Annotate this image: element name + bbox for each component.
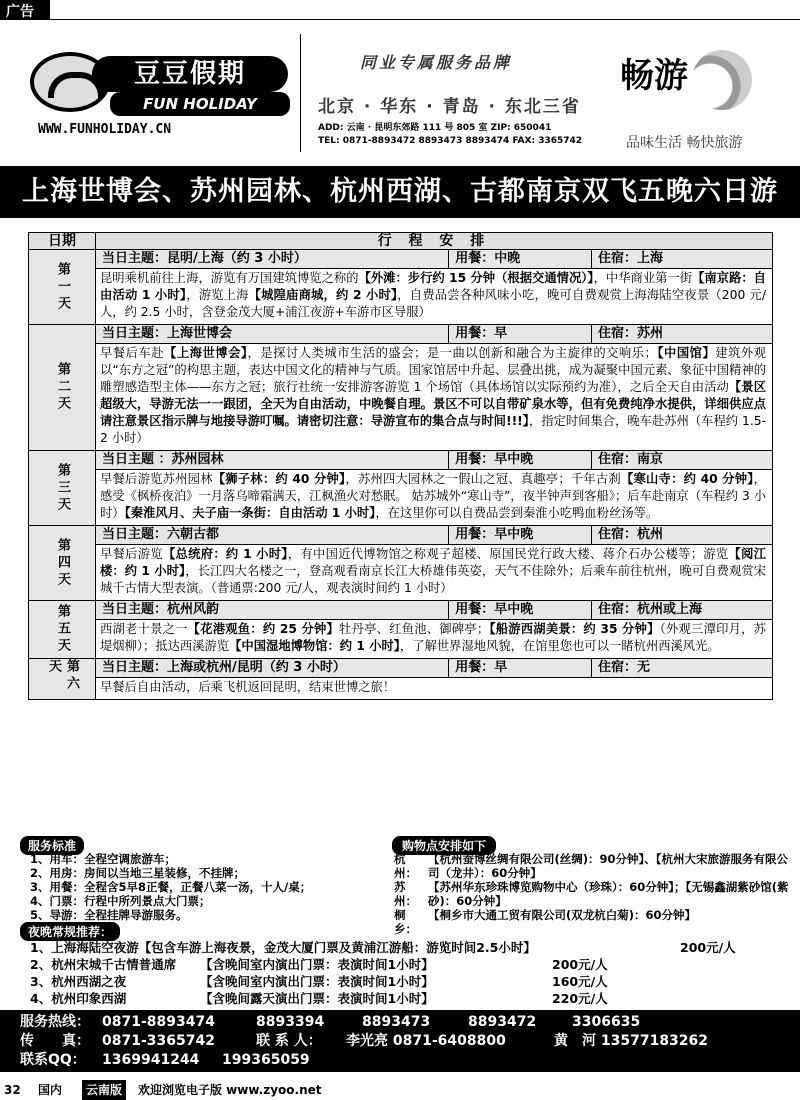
night-item-price: 200元/人 — [680, 940, 736, 955]
night-item — [30, 940, 736, 956]
shopping-city: 桐乡： — [394, 908, 417, 936]
night-label: 夜晚常规推荐： — [20, 922, 120, 941]
night-item — [30, 974, 608, 990]
day-stay: 住宿：南京 — [592, 451, 773, 470]
shopping-label: 购物点安排如下 — [392, 836, 496, 855]
day-stay: 住宿：杭州或上海 — [592, 601, 773, 620]
day-description: 早餐后自由活动，后乘飞机返回昆明，结束世博之旅！ — [96, 678, 773, 700]
day-theme: 当日主题 ：苏州园林 — [96, 451, 449, 470]
day-meals: 用餐：早 — [449, 325, 592, 344]
contact-block — [0, 1010, 800, 1072]
day-description: 早餐后游览苏州园林【狮子林：约 40 分钟】，苏州四大园林之一假山之冠、真趣亭；千年古刹【寒山寺：约 40 分钟】，感受《枫桥夜泊》一月落乌啼霜满天，江枫渔火对愁眠。 姑苏城外“寒山寺”，夜半钟声到客船》；后车赴南京（车程约 3 小时）【秦淮风月、夫子庙一条街：自由活动 1 小时】，在这里你可以自费品尝到秦淮小吃鸭血粉丝汤等。 — [96, 470, 773, 526]
day-theme-row — [29, 601, 773, 620]
day-label — [29, 250, 96, 325]
day-label-text: 第五天 — [55, 604, 70, 655]
qq-number[interactable]: 199365059 — [222, 1052, 310, 1068]
header-slogan: 同业专属服务品牌 — [360, 53, 513, 72]
shopping-shops: 【杭州蚕博丝绸有限公司(丝绸)：90分钟】、【杭州大宋旅游服务有限公司（龙井）：60分钟】 — [428, 852, 789, 880]
hotline-number[interactable]: 3306635 — [572, 1014, 641, 1030]
day-label — [29, 601, 96, 659]
night-item-name: 1、上海海陆空夜游【包含车游上海夜景，金茂大厦门票及黄浦江游船：游览时间2.5小时】 — [30, 940, 536, 955]
night-item-name: 2、杭州宋城千古情普通席 — [30, 957, 177, 972]
logo-en: FUN HOLIDAY — [110, 92, 290, 116]
shopping-shops: 【苏州华东珍珠博览购物中心（珍珠）：60分钟】；【无锡鑫湖紫砂馆(紫砂)：60分钟】 — [428, 880, 789, 908]
shopping-shops: 【桐乡市大通工贸有限公司(双龙杭白菊)：60分钟】 — [428, 908, 697, 922]
day-label-text: 第二天 — [55, 362, 70, 413]
service-label: 服务标准 — [20, 836, 84, 855]
day-meals: 用餐：早中晚 — [449, 451, 592, 470]
fax-label: 传 真： — [20, 1033, 90, 1049]
day-label-text: 第一天 — [55, 261, 70, 313]
day-meals: 用餐：早 — [449, 659, 592, 678]
day-label — [29, 526, 96, 601]
day-meals: 用餐：中晚 — [449, 250, 592, 269]
address-line: ADD: 云南 · 昆明东郊路 111 号 805 室 ZIP: 650041 — [318, 123, 552, 133]
qq-row — [20, 1050, 790, 1070]
shopping-city: 苏州： — [394, 880, 417, 908]
day-theme: 当日主题：昆明/上海（约 3 小时） — [96, 250, 449, 269]
ad-label: 广告 — [0, 0, 50, 20]
day-label — [29, 451, 96, 526]
changyou-logo — [620, 48, 750, 118]
service-item: 2、用房：房间以当地三星装修，不挂牌； — [30, 866, 245, 880]
day-stay: 住宿：杭州 — [592, 526, 773, 545]
day-theme: 当日主题：上海或杭州/昆明（约 3 小时） — [96, 659, 449, 678]
day-desc-row — [29, 269, 773, 325]
night-item-detail: 【含晚间室内演出门票：表演时间1小时】 — [200, 974, 434, 989]
day-stay: 住宿：无 — [592, 659, 773, 678]
night-item-detail: 【含晚间室内演出门票：表演时间1小时】 — [200, 957, 434, 972]
day-theme: 当日主题：上海世博会 — [96, 325, 449, 344]
night-item-price: 200元/人 — [552, 957, 608, 972]
header-divider — [300, 34, 301, 152]
service-item: 5、导游：全程挂牌导游服务。 — [30, 908, 188, 922]
agency-header — [0, 22, 800, 152]
service-item: 4、门票：行程中所列景点大门票； — [30, 894, 211, 908]
day-desc-row — [29, 545, 773, 601]
hotline-number[interactable]: 8893472 — [468, 1014, 537, 1030]
day-stay: 住宿：上海 — [592, 250, 773, 269]
hotline-number[interactable]: 8893473 — [362, 1014, 431, 1030]
brand2-slogan: 品味生活 畅快旅游 — [626, 135, 743, 151]
day-theme-row — [29, 659, 773, 678]
night-item-price: 160元/人 — [552, 974, 608, 989]
night-item-name: 4、杭州印象西湖 — [30, 991, 127, 1006]
day-label — [29, 325, 96, 451]
brand2-emblem-icon — [692, 50, 752, 110]
footer-note[interactable]: 欢迎浏览电子版 www.zyoo.net — [138, 1083, 322, 1097]
day-meals: 用餐：早中晚 — [449, 526, 592, 545]
day-theme: 当日主题：杭州风韵 — [96, 601, 449, 620]
contact-person[interactable]: 李光亮 0871-6408800 — [346, 1033, 506, 1049]
day-description: 早餐后车赴【上海世博会】，是探讨人类城市生活的盛会；是一曲以创新和融合为主旋律的交响乐；【中国馆】建筑外观以“东方之冠”的构思主题，表达中国文化的精神与气质。国家馆居中升起、层叠出挑，成为凝聚中国元素、象征中国精神的雕塑感造型主体——东方之冠；旅行社统一安排游客游览 1 个场馆（具体场馆以实际预约为准），之后全天自由活动【景区超级大，导游无法一一跟团，全天为自由活动，中晚餐自理。景区不可以自带矿泉水等，但有免费纯净水提供，详细供应点请注意景区指示牌与地接导游叮嘱。请密切注意：导游宣布的集合点与时间!!!】，指定时间集合，晚车赴苏州（车程约 1.5-2 小时） — [96, 344, 773, 451]
day-desc-row — [29, 470, 773, 526]
shopping-item — [394, 908, 789, 936]
fax-row — [20, 1031, 790, 1051]
day-label — [29, 659, 96, 700]
day-description: 昆明乘机前往上海，游览有万国建筑博览之称的【外滩：步行约 15 分钟（根据交通情况）】，中华商业第一街【南京路：自由活动 1 小时】，游览上海【城隍庙商城，约 2 小时】，自费品尝各种风味小吃，晚可自费观赏上海海陆空夜景（200 元/人，约 2.5 小时，含登金茂大厦+浦江夜游+车游市区导服） — [96, 269, 773, 325]
page-footer — [0, 1080, 800, 1100]
logo-cn: 豆豆假期 — [92, 56, 288, 92]
website-url[interactable]: WWW.FUNHOLIDAY.CN — [38, 122, 172, 137]
service-item: 3、用餐：全程含5早8正餐，正餐八菜一汤，十人/桌； — [30, 880, 312, 894]
day-meals: 用餐：早中晚 — [449, 601, 592, 620]
top-rule — [50, 0, 800, 20]
day-stay: 住宿：苏州 — [592, 325, 773, 344]
header-date: 日期 — [29, 233, 96, 250]
hotline-label: 服务热线： — [20, 1014, 90, 1030]
day-theme: 当日主题：六朝古都 — [96, 526, 449, 545]
day-description: 早餐后游览【总统府：约 1 小时】，有中国近代博物馆之称观子超楼、原国民党行政大楼、蒋介石办公楼等；游览【阅江楼：约 1 小时】，长江四大名楼之一，登高观看南京长江大桥雄伟英姿，天气不佳除外；后乘车前往杭州，晚可自费观赏宋城千古情大型表演。（普通票:200 元/人，观表演时间约 1 小时） — [96, 545, 773, 601]
service-list — [30, 852, 311, 922]
footer-section: 国内 — [38, 1083, 63, 1097]
fax-number: 0871-3365742 — [102, 1033, 215, 1049]
night-item-detail: 【含晚间露天演出门票：表演时间1小时】 — [200, 991, 434, 1006]
hotline-row — [20, 1012, 790, 1032]
shopping-city: 杭州： — [394, 852, 417, 880]
table-header-row — [29, 233, 773, 250]
header-plan: 行 程 安 排 — [96, 233, 773, 250]
qq-number[interactable]: 1369941244 — [102, 1052, 200, 1068]
day-desc-row — [29, 344, 773, 451]
day-desc-row — [29, 620, 773, 659]
hotline-number[interactable]: 0871-8893474 — [102, 1014, 215, 1030]
hotline-number[interactable]: 8893394 — [256, 1014, 325, 1030]
page-number: 32 — [4, 1083, 21, 1097]
qq-label: 联系QQ： — [20, 1052, 86, 1068]
tour-title: 上海世博会、苏州园林、杭州西湖、古都南京双飞五晚六日游 — [0, 166, 800, 218]
contact-person[interactable]: 黄 河 13577183262 — [554, 1033, 709, 1049]
day-label-text: 第四天 — [55, 537, 70, 589]
shopping-item — [394, 852, 789, 880]
header-address — [318, 122, 582, 148]
night-item — [30, 957, 608, 973]
tel-line: TEL: 0871-8893472 8893473 8893474 FAX: 3365742 — [318, 136, 583, 146]
service-item: 1、用车：全程空调旅游车； — [30, 852, 177, 866]
footer-region: 云南版 — [82, 1080, 126, 1100]
day-label-text: 第三天 — [55, 462, 70, 514]
fun-holiday-logo — [30, 52, 290, 122]
day-description: 西湖老十景之一【花港观鱼：约 25 分钟】牡丹亭、红鱼池、御碑亭；【船游西湖美景：约 35 分钟】（外观三潭印月，苏堤烟柳）；抵达西溪游览【中国湿地博物馆：约 1 小时】，了解世界湿地风貌，在馆里您也可以一睹杭州西溪风光。 — [96, 620, 773, 659]
shopping-item — [394, 880, 789, 908]
person-label: 联 系 人： — [256, 1033, 322, 1049]
day-theme-row — [29, 451, 773, 470]
shopping-list — [394, 852, 789, 936]
day-theme-row — [29, 325, 773, 344]
day-label-text: 第六天 — [46, 659, 79, 693]
night-item — [30, 991, 608, 1007]
day-theme-row — [29, 526, 773, 545]
brand2-mark: 畅游 — [620, 56, 688, 96]
day-theme-row — [29, 250, 773, 269]
header-cities: 北京 · 华东 · 青岛 · 东北三省 — [318, 97, 581, 117]
itinerary-table — [28, 232, 773, 700]
night-item-name: 3、杭州西湖之夜 — [30, 974, 127, 989]
day-desc-row — [29, 678, 773, 700]
night-item-price: 220元/人 — [552, 991, 608, 1006]
